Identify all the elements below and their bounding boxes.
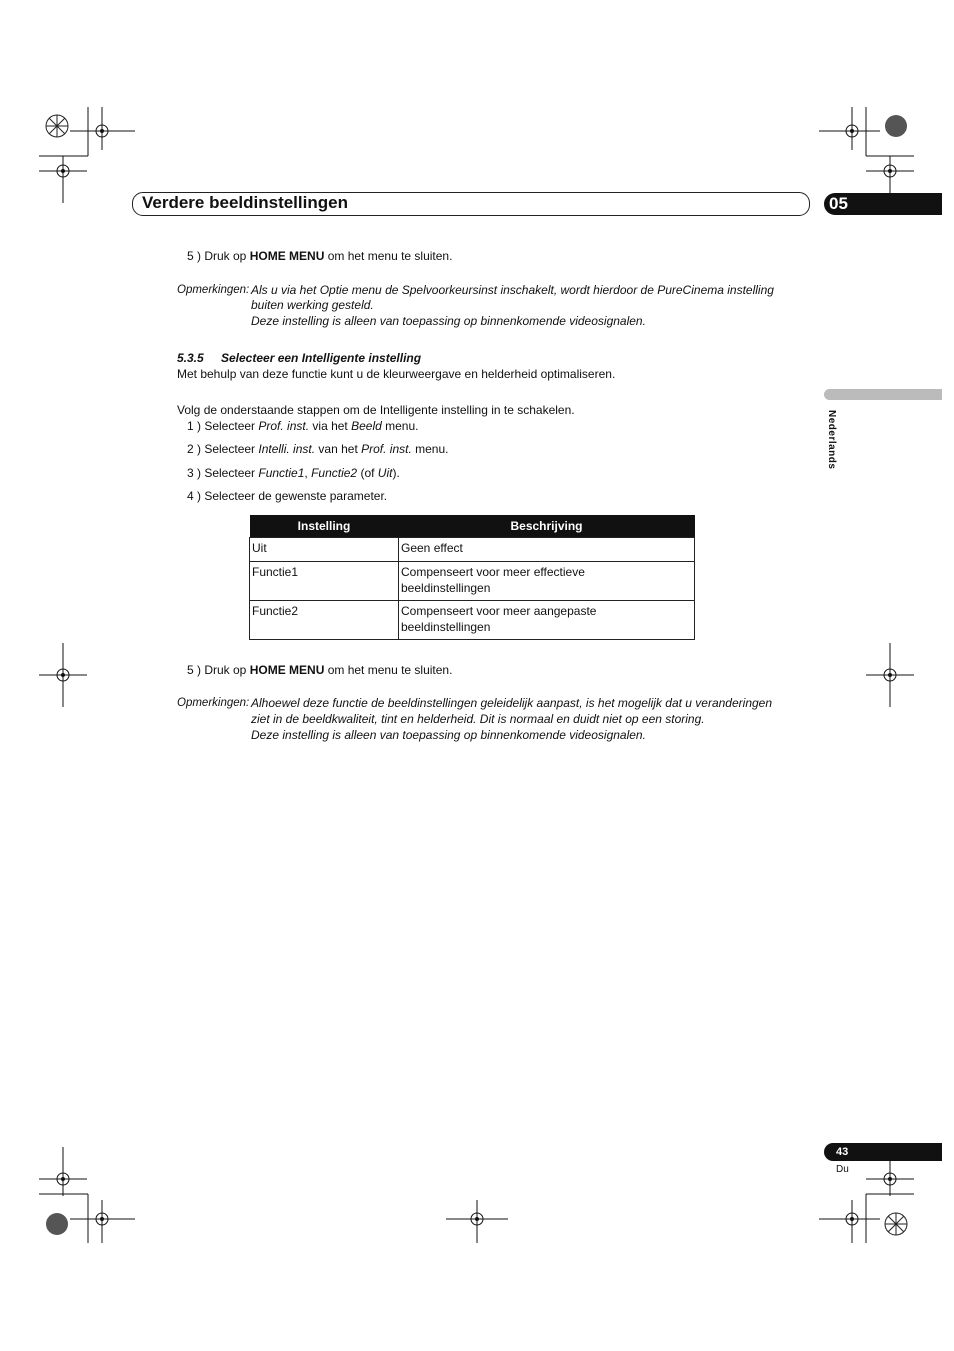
cell-setting: Uit [250,538,399,562]
cell-description: Compenseert voor meer aangepaste beeldinstellingen [399,601,695,640]
cell-setting: Functie1 [250,562,399,601]
column-header-setting: Instelling [250,515,399,538]
page-language-code: Du [836,1164,849,1175]
note-line: ziet in de beeldkwaliteit, tint en helderheid. Dit is normaal en duidt niet op een storing. [251,712,705,726]
key-home-menu: HOME MENU [249,663,325,677]
step-close-menu-top: 5 ) Druk op HOME MENU om het menu te sluiten. [187,249,453,263]
step-1: 1 ) Selecteer Prof. inst. via het Beeld menu. [187,419,419,433]
note-line: Deze instelling is alleen van toepassing op binnenkomende videosignalen. [251,728,646,742]
settings-table [249,515,695,640]
page-number: 43 [836,1146,849,1158]
step-close-menu-bottom: 5 ) Druk op HOME MENU om het menu te sluiten. [187,663,453,677]
cell-description: Compenseert voor meer effectieve beeldinstellingen [399,562,695,601]
section-lead: Volg de onderstaande stappen om de Intelligente instelling in te schakelen. [177,403,575,417]
key-home-menu: HOME MENU [249,249,325,263]
section-title: Selecteer een Intelligente instelling [221,351,422,365]
note-line: Als u via het Optie menu de Spelvoorkeursinst inschakelt, wordt hierdoor de PureCinema instelling [251,283,774,297]
table-row [250,601,695,640]
note-line: buiten werking gesteld. [251,298,374,312]
note-label: Opmerkingen: [177,284,250,296]
step-4: 4 ) Selecteer de gewenste parameter. [187,489,388,503]
cell-setting: Functie2 [250,601,399,640]
note-label: Opmerkingen: [177,697,250,709]
note-line: Alhoewel deze functie de beeldinstellingen geleidelijk aanpast, is het mogelijk dat u veranderingen [251,696,773,710]
page-title: Verdere beeldinstellingen [142,193,348,212]
table-row [250,538,695,562]
table-row [250,562,695,601]
note-line: Deze instelling is alleen van toepassing op binnenkomende videosignalen. [251,314,646,328]
section-heading [177,351,421,366]
column-header-description: Beschrijving [399,515,695,538]
language-label: Nederlands [826,410,837,470]
section-number: 5.3.5 [177,351,204,365]
section-intro: Met behulp van deze functie kunt u de kleurweergave en helderheid optimaliseren. [177,367,616,381]
cell-description: Geen effect [399,538,695,562]
step-2: 2 ) Selecteer Intelli. inst. van het Prof. inst. menu. [187,442,449,456]
chapter-number: 05 [829,194,848,213]
language-tab [824,389,942,400]
table-header-row [250,515,695,538]
step-3: 3 ) Selecteer Functie1, Functie2 (of Uit). [187,466,400,480]
